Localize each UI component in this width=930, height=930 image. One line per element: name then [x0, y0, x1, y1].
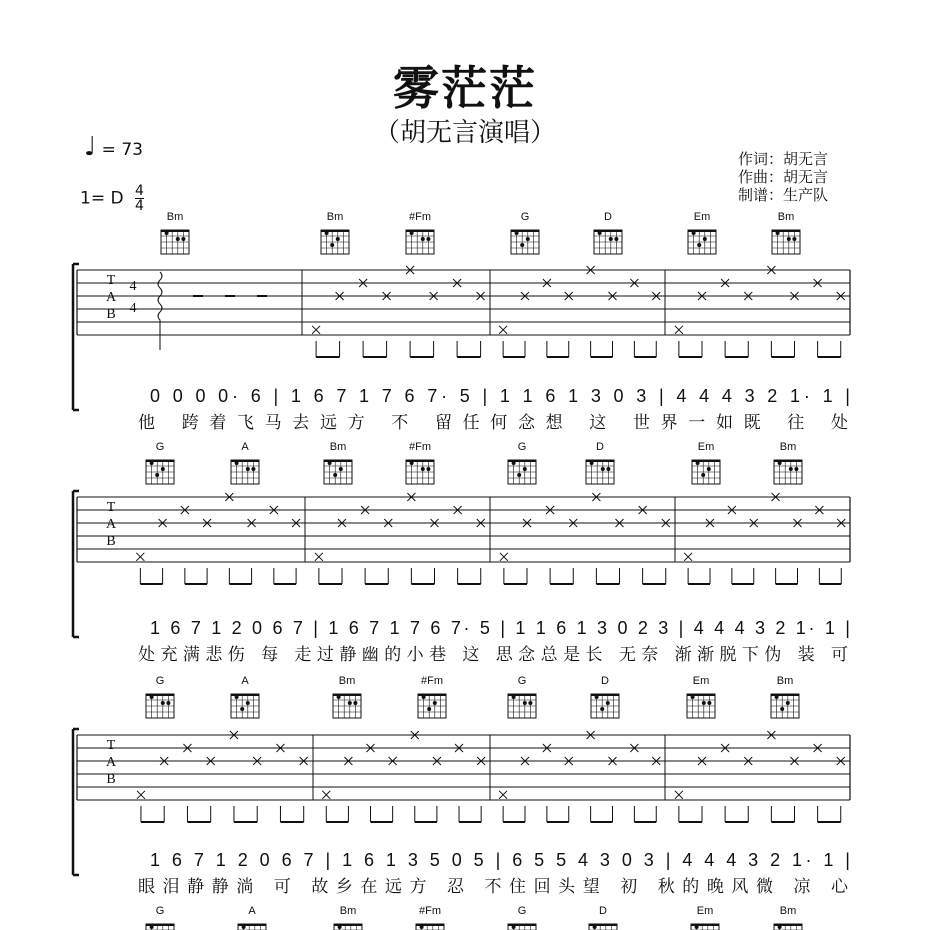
tab-label: A: [105, 755, 117, 770]
finger-dot: [692, 231, 696, 235]
tab-note-x: [500, 553, 508, 561]
chord-name: #Fm: [419, 905, 441, 917]
chord-diagram-a: [238, 905, 266, 930]
finger-dot: [695, 925, 699, 929]
finger-dot: [606, 467, 610, 471]
finger-dot: [780, 707, 784, 711]
chord-diagram-sharpfm: [406, 211, 434, 254]
tab-label: A: [105, 290, 117, 305]
chord-name: Em: [697, 441, 715, 453]
finger-dot: [235, 461, 239, 465]
tab-label: B: [106, 534, 116, 549]
chord-name: #Fm: [421, 675, 443, 687]
finger-dot: [696, 461, 700, 465]
tab-note-x: [136, 553, 144, 561]
chord-name: Bm: [779, 905, 797, 917]
finger-dot: [328, 461, 332, 465]
chord-diagram-bm: [321, 211, 349, 254]
finger-dot: [176, 237, 180, 241]
tab-note-x: [675, 326, 683, 334]
chord-name: G: [155, 675, 165, 687]
chord-name: D: [599, 905, 607, 917]
finger-dot: [426, 237, 430, 241]
chord-name: G: [517, 675, 527, 687]
finger-dot: [161, 701, 165, 705]
credit-lyricist: 作词：胡无言: [738, 150, 829, 168]
chord-diagram-bm: [771, 675, 799, 718]
finger-dot: [420, 925, 424, 929]
finger-dot: [353, 701, 357, 705]
chord-name: A: [241, 675, 249, 687]
finger-dot: [598, 231, 602, 235]
finger-dot: [776, 231, 780, 235]
chord-diagram-em: [692, 441, 720, 484]
chord-name: Em: [693, 211, 711, 223]
finger-dot: [336, 237, 340, 241]
finger-dot: [590, 461, 594, 465]
finger-dot: [421, 237, 425, 241]
chord-name: A: [248, 905, 256, 917]
finger-dot: [165, 231, 169, 235]
finger-dot: [166, 701, 170, 705]
finger-dot: [181, 237, 185, 241]
chord-diagram-d: [591, 675, 619, 718]
time-sig-top: 4: [134, 183, 144, 199]
tab-note-x: [315, 553, 323, 561]
tab-time-bottom: 4: [129, 301, 137, 316]
system-bracket: [73, 491, 79, 637]
chord-diagram-g: [508, 675, 536, 718]
chord-name: D: [604, 211, 612, 223]
finger-dot: [348, 701, 352, 705]
chord-diagram-d: [586, 441, 614, 484]
finger-dot: [330, 243, 334, 247]
chord-name: #Fm: [409, 211, 431, 223]
finger-dot: [775, 695, 779, 699]
finger-dot: [240, 707, 244, 711]
finger-dot: [155, 473, 159, 477]
lyrics-line: 眼泪静静淌 可 故乡在远方 忍 不住回头望 初 秋的晚风微 凉 心: [138, 877, 848, 897]
finger-dot: [333, 473, 337, 477]
chord-diagram-bm: [324, 441, 352, 484]
system-bracket: [73, 729, 79, 875]
tab-label: T: [106, 500, 116, 515]
chord-name: Em: [696, 905, 714, 917]
chord-diagram-a: [231, 441, 259, 484]
tab-note-x: [312, 326, 320, 334]
finger-dot: [150, 695, 154, 699]
tab-staff-1: [73, 264, 850, 433]
finger-dot: [778, 461, 782, 465]
tab-staff-2: [73, 491, 850, 665]
finger-dot: [251, 467, 255, 471]
chord-diagram-em: [688, 211, 716, 254]
finger-dot: [697, 243, 701, 247]
finger-dot: [150, 461, 154, 465]
finger-dot: [789, 467, 793, 471]
chord-name: D: [601, 675, 609, 687]
finger-dot: [606, 701, 610, 705]
tab-label: A: [105, 517, 117, 532]
finger-dot: [523, 467, 527, 471]
chord-diagram-g: [508, 905, 536, 930]
chord-diagram-bm: [161, 211, 189, 254]
tab-note-x: [499, 326, 507, 334]
tab-time-top: 4: [129, 279, 137, 294]
finger-dot: [787, 237, 791, 241]
chord-diagram-g: [146, 905, 174, 930]
chord-name: Bm: [338, 675, 356, 687]
chord-name: D: [596, 441, 604, 453]
finger-dot: [337, 695, 341, 699]
chord-name: Bm: [166, 211, 184, 223]
tab-note-x: [675, 791, 683, 799]
chord-diagram-em: [687, 675, 715, 718]
chord-name: Bm: [326, 211, 344, 223]
key-text: 1= D: [80, 188, 124, 209]
finger-dot: [786, 701, 790, 705]
finger-dot: [601, 467, 605, 471]
finger-dot: [515, 231, 519, 235]
tab-note-x: [137, 791, 145, 799]
numbered-notation-line: 1 6 7 1 2 0 6 7 | 1 6 7 1 7 6 7· 5 | 1 1 6 1 3 0 2 3 | 4 4 4 3 2 1· 1 |: [150, 618, 850, 638]
finger-dot: [593, 925, 597, 929]
tab-staff-3: [73, 729, 850, 897]
song-subtitle: （胡无言演唱）: [373, 118, 556, 148]
chord-diagram-bm: [334, 905, 362, 930]
chord-name: A: [241, 441, 249, 453]
finger-dot: [339, 467, 343, 471]
chord-diagram-em: [691, 905, 719, 930]
finger-dot: [707, 701, 711, 705]
chord-diagram-a: [231, 675, 259, 718]
chord-diagram-g: [146, 675, 174, 718]
finger-dot: [422, 695, 426, 699]
finger-dot: [702, 701, 706, 705]
chord-name: G: [155, 905, 165, 917]
chord-diagram-bm: [772, 211, 800, 254]
finger-dot: [794, 467, 798, 471]
finger-dot: [433, 701, 437, 705]
chord-name: G: [517, 905, 527, 917]
finger-dot: [600, 707, 604, 711]
finger-dot: [526, 237, 530, 241]
chord-diagram-d: [589, 905, 617, 930]
finger-dot: [512, 695, 516, 699]
tempo-value: = 73: [101, 140, 143, 160]
finger-dot: [691, 695, 695, 699]
finger-dot: [235, 695, 239, 699]
finger-dot: [595, 695, 599, 699]
finger-dot: [421, 467, 425, 471]
finger-dot: [614, 237, 618, 241]
lyrics-line: 他 跨着飞马去远方 不 留任何念想 这 世界一如既 往 处: [138, 413, 848, 433]
chord-name: Bm: [779, 441, 797, 453]
credit-arranger: 制谱：生产队: [738, 186, 829, 204]
song-title: 雾茫茫: [393, 61, 537, 115]
chord-diagram-sharpfm: [416, 905, 444, 930]
lyrics-line: 处充满悲伤 每 走过静幽的小巷 这 思念总是长 无奈 渐渐脱下伪 装 可: [138, 645, 848, 665]
finger-dot: [778, 925, 782, 929]
chord-name: G: [520, 211, 530, 223]
chord-diagram-bm: [774, 905, 802, 930]
finger-dot: [707, 467, 711, 471]
numbered-notation-line: 1 6 7 1 2 0 6 7 | 1 6 1 3 5 0 5 | 6 5 5 4 3 0 3 | 4 4 4 3 2 1· 1 |: [150, 850, 850, 870]
chord-name: G: [155, 441, 165, 453]
tab-label: B: [106, 307, 116, 322]
chord-name: Bm: [339, 905, 357, 917]
finger-dot: [523, 701, 527, 705]
quarter-note-icon: ♩: [84, 132, 97, 162]
chord-diagram-bm: [774, 441, 802, 484]
chord-diagram-g: [508, 441, 536, 484]
finger-dot: [246, 701, 250, 705]
chord-diagram-d: [594, 211, 622, 254]
tab-label: T: [106, 273, 116, 288]
time-sig-bottom: 4: [134, 198, 144, 214]
finger-dot: [325, 231, 329, 235]
chord-name: #Fm: [409, 441, 431, 453]
chord-name: Bm: [777, 211, 795, 223]
tab-note-x: [684, 553, 692, 561]
finger-dot: [792, 237, 796, 241]
finger-dot: [427, 707, 431, 711]
finger-dot: [703, 237, 707, 241]
finger-dot: [512, 461, 516, 465]
tab-label: B: [106, 772, 116, 787]
finger-dot: [520, 243, 524, 247]
chord-diagram-bm: [333, 675, 361, 718]
finger-dot: [426, 467, 430, 471]
finger-dot: [410, 231, 414, 235]
chord-name: Bm: [776, 675, 794, 687]
finger-dot: [609, 237, 613, 241]
finger-dot: [338, 925, 342, 929]
chord-name: Em: [692, 675, 710, 687]
finger-dot: [512, 925, 516, 929]
numbered-notation-line: 0 0 0 0· 6 | 1 6 7 1 7 6 7· 5 | 1 1 6 1 3 0 3 | 4 4 4 3 2 1· 1 |: [150, 386, 850, 406]
finger-dot: [528, 701, 532, 705]
chord-diagram-sharpfm: [418, 675, 446, 718]
credit-composer: 作曲：胡无言: [738, 168, 829, 186]
chord-diagram-sharpfm: [406, 441, 434, 484]
tab-note-x: [322, 791, 330, 799]
finger-dot: [242, 925, 246, 929]
finger-dot: [701, 473, 705, 477]
finger-dot: [246, 467, 250, 471]
finger-dot: [410, 461, 414, 465]
finger-dot: [517, 473, 521, 477]
chord-diagram-g: [511, 211, 539, 254]
tab-note-x: [499, 791, 507, 799]
finger-dot: [150, 925, 154, 929]
finger-dot: [161, 467, 165, 471]
chord-name: Bm: [329, 441, 347, 453]
chord-diagram-g: [146, 441, 174, 484]
tab-label: T: [106, 738, 116, 753]
system-bracket: [73, 264, 79, 410]
arpeggio-mark: [158, 272, 162, 350]
chord-name: G: [517, 441, 527, 453]
